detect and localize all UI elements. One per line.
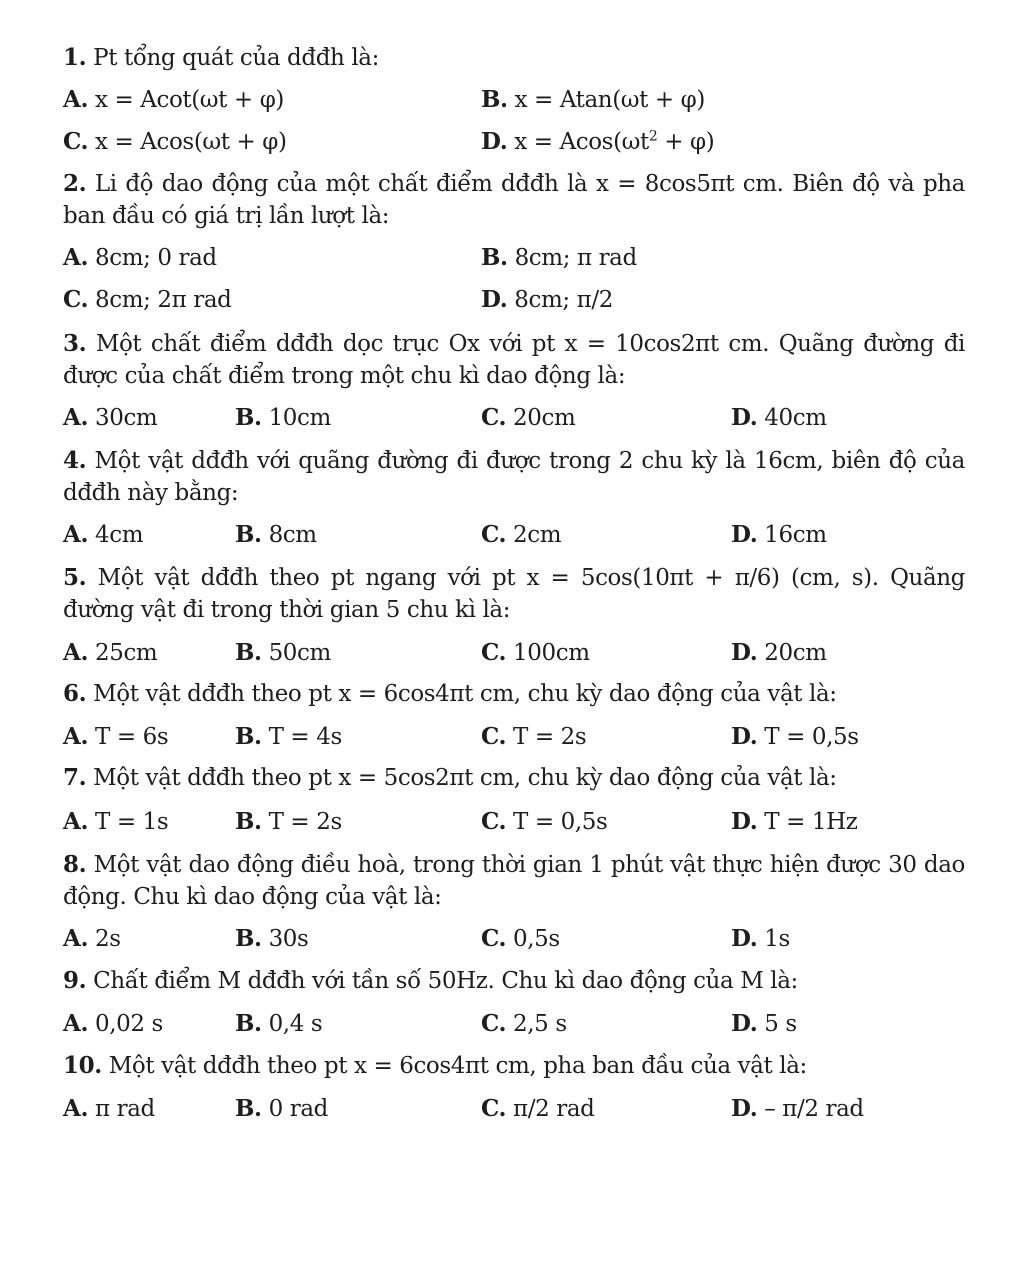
option-a: A. x = Acot(ωt + φ)	[63, 86, 284, 113]
question-number: 3.	[63, 330, 87, 357]
question-text: Một vật dđđh theo pt x = 5cos2πt cm, chu kỳ dao động của vật là:	[93, 765, 837, 791]
options-row	[63, 1093, 965, 1125]
option-a: A. 30cm	[63, 404, 158, 431]
option-b: B. x = Atan(ωt + φ)	[481, 86, 705, 113]
option-b: B. 8cm	[235, 521, 317, 548]
question-text: Một vật dao động điều hoà, trong thời gian 1 phút vật thực hiện được 30 dao động. Chu kì dao động của vật là:	[63, 852, 966, 910]
options-row	[63, 242, 965, 274]
option-d: D. 1s	[731, 925, 790, 952]
option-b: B. T = 4s	[235, 723, 342, 750]
question-4	[63, 445, 965, 509]
option-c: C. 20cm	[481, 404, 576, 431]
option-c: C. x = Acos(ωt + φ)	[63, 128, 287, 155]
question-text: Chất điểm M dđđh với tần số 50Hz. Chu kì dao động của M là:	[93, 968, 798, 994]
question-number: 5.	[63, 564, 87, 591]
options-row	[63, 721, 965, 753]
question-6	[63, 678, 965, 710]
question-number: 2.	[63, 170, 87, 197]
option-c: C. 0,5s	[481, 925, 560, 952]
option-c: C. T = 0,5s	[481, 808, 608, 835]
option-b: B. 0,4 s	[235, 1010, 323, 1037]
option-c: C. 2,5 s	[481, 1010, 567, 1037]
question-3	[63, 328, 965, 392]
question-text: Một vật dđđh theo pt x = 6cos4πt cm, pha ban đầu của vật là:	[108, 1053, 807, 1079]
question-number: 4.	[63, 447, 87, 474]
question-text: Một vật dđđh theo pt ngang với pt x = 5cos(10πt + π/6) (cm, s). Quãng đường vật đi trong thời gian 5 chu kì là:	[63, 565, 965, 623]
question-text: Li độ dao động của một chất điểm dđđh là x = 8cos5πt cm. Biên độ và pha ban đầu có giá trị lần lượt là:	[63, 171, 965, 229]
option-d: D. 16cm	[731, 521, 827, 548]
option-a: A. 8cm; 0 rad	[63, 244, 217, 271]
option-c: C. 8cm; 2π rad	[63, 286, 232, 313]
options-row	[63, 84, 965, 116]
option-d: D. 8cm; π/2	[481, 286, 613, 313]
options-row	[63, 806, 965, 838]
question-10	[63, 1050, 965, 1082]
option-c: C. 100cm	[481, 639, 590, 666]
question-8	[63, 849, 965, 913]
option-a: A. 25cm	[63, 639, 158, 666]
question-9	[63, 965, 965, 997]
option-d: D. – π/2 rad	[731, 1095, 864, 1122]
question-5	[63, 562, 965, 626]
option-d: D. 40cm	[731, 404, 827, 431]
question-text: Một vật dđđh với quãng đường đi được trong 2 chu kỳ là 16cm, biên độ của dđđh này bằng:	[63, 448, 965, 506]
option-a: A. 2s	[63, 925, 121, 952]
options-row	[63, 519, 965, 551]
options-row	[63, 284, 965, 316]
question-text: Một chất điểm dđđh dọc trục Ox với pt x = 10cos2πt cm. Quãng đường đi được của chất điểm trong một chu kì dao động là:	[63, 331, 965, 389]
options-row	[63, 126, 965, 158]
option-c: C. 2cm	[481, 521, 562, 548]
option-b: B. 0 rad	[235, 1095, 328, 1122]
question-2	[63, 168, 965, 232]
option-b: B. 50cm	[235, 639, 331, 666]
options-row	[63, 402, 965, 434]
question-number: 6.	[63, 680, 87, 707]
option-a: A. 4cm	[63, 521, 144, 548]
options-row	[63, 1008, 965, 1040]
question-number: 1.	[63, 44, 87, 71]
option-c: C. π/2 rad	[481, 1095, 595, 1122]
option-b: B. T = 2s	[235, 808, 342, 835]
option-c: C. T = 2s	[481, 723, 587, 750]
question-text: Một vật dđđh theo pt x = 6cos4πt cm, chu kỳ dao động của vật là:	[93, 681, 837, 707]
options-row	[63, 923, 965, 955]
option-b: B. 30s	[235, 925, 309, 952]
question-number: 7.	[63, 764, 87, 791]
option-a: A. 0,02 s	[63, 1010, 163, 1037]
option-d: D. T = 1Hz	[731, 808, 858, 835]
option-d: D. T = 0,5s	[731, 723, 859, 750]
options-row	[63, 637, 965, 669]
option-a: A. π rad	[63, 1095, 155, 1122]
question-number: 10.	[63, 1052, 102, 1079]
option-a: A. T = 1s	[63, 808, 169, 835]
question-7	[63, 762, 965, 794]
question-number: 9.	[63, 967, 87, 994]
option-d: D. 20cm	[731, 639, 827, 666]
option-d: D. 5 s	[731, 1010, 797, 1037]
option-a: A. T = 6s	[63, 723, 169, 750]
option-b: B. 10cm	[235, 404, 331, 431]
question-number: 8.	[63, 851, 87, 878]
question-text: Pt tổng quát của dđđh là:	[93, 45, 379, 71]
question-1	[63, 42, 965, 74]
option-b: B. 8cm; π rad	[481, 244, 637, 271]
option-d: D. $x = Acos(\omega t^2 + \varphi)$	[481, 128, 715, 155]
